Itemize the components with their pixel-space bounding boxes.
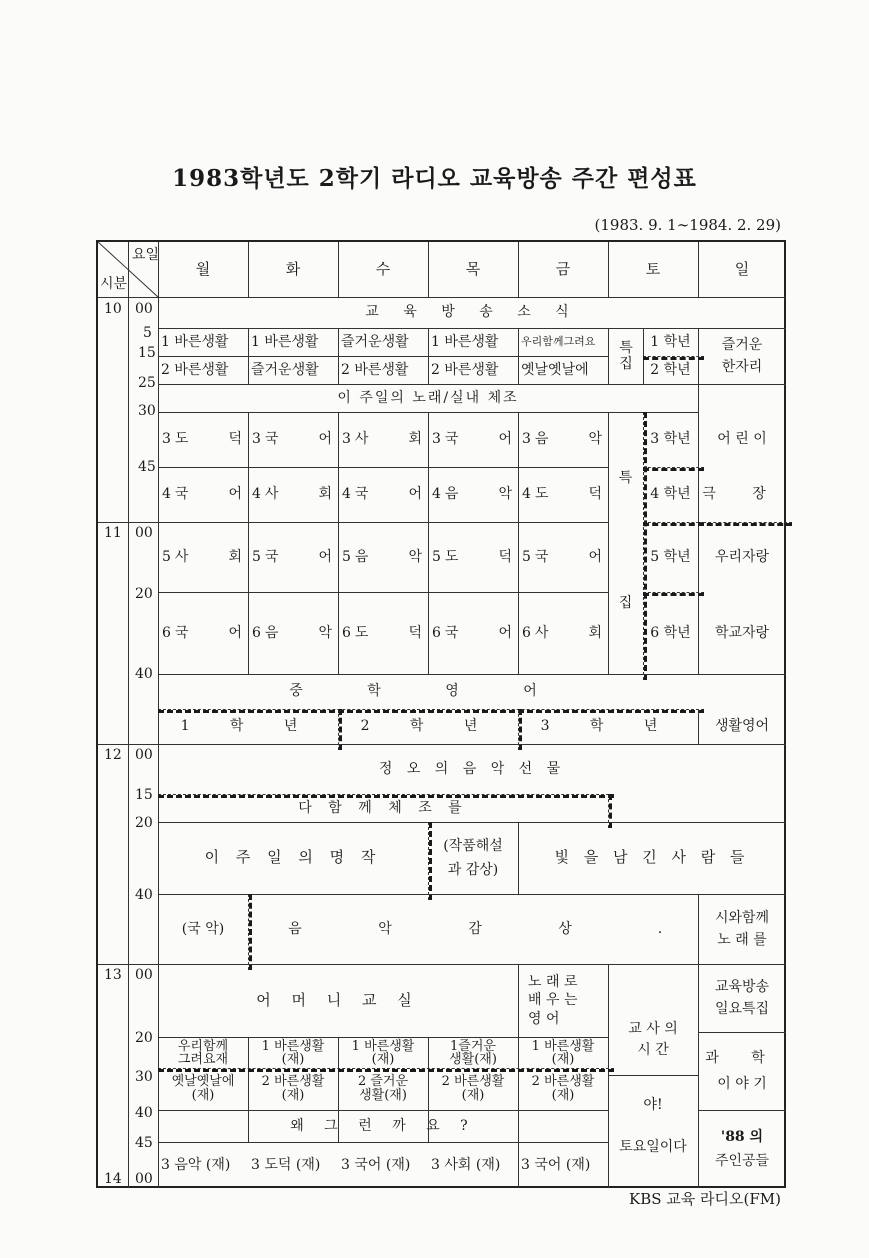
program-line: 교육방송 <box>714 978 770 995</box>
subject-first: 도 <box>444 548 459 565</box>
program-cell: 우리자랑 <box>714 548 770 565</box>
program-exercise: 다 함 께 체 조 를 <box>298 799 468 816</box>
program-line: 1 바른생활 <box>261 1038 325 1054</box>
program-line: 1 바른생활 <box>531 1038 595 1054</box>
program-song-exercise: 이 주일의 노래/실내 체조 <box>337 389 519 406</box>
day-header-wed: 수 <box>375 259 391 278</box>
minute-label: 00 <box>135 967 153 983</box>
program-cell: 1 바른생활 <box>431 333 499 350</box>
program-line: 한자리 <box>721 359 763 375</box>
program-cell: 1 학 년 <box>180 718 316 735</box>
schedule-period: (1983. 9. 1∼1984. 2. 29) <box>594 216 781 234</box>
subject-first: 국 <box>354 486 369 503</box>
subject-first: 사 <box>534 624 549 641</box>
program-cell <box>248 522 338 592</box>
grade-subject: 3 <box>522 431 531 448</box>
day-header-sun: 일 <box>734 259 750 278</box>
program-cell: 2 바른생활 <box>341 361 409 378</box>
subject-first: 음 <box>444 486 459 503</box>
subject-last: 악 <box>588 431 602 448</box>
subject-last: 덕 <box>228 431 242 448</box>
grade-subject: 6 <box>342 624 351 641</box>
program-line: 그려요재 <box>177 1051 229 1067</box>
program-cell <box>248 1037 338 1068</box>
subject-last: 어 <box>498 624 512 641</box>
subject-first: 국 <box>264 431 279 448</box>
program-special-bottom: 집 <box>618 594 633 611</box>
program-cell <box>248 1068 338 1110</box>
subject-first: 사 <box>174 548 189 565</box>
program-line: 1즐거운 <box>450 1038 496 1054</box>
program-cell <box>248 467 338 522</box>
program-line: 생활(재) <box>359 1088 407 1103</box>
grade-subject: 6 <box>432 624 441 641</box>
program-cell: 2 학 년 <box>360 718 496 735</box>
program-cell: 우리함께그려요 <box>521 334 596 348</box>
subject-first: 국 <box>264 548 279 565</box>
program-line: (작품해설 <box>443 837 503 854</box>
program-commentary <box>428 822 518 894</box>
subject-first: 도 <box>354 624 369 641</box>
subject-last: 악 <box>498 486 512 503</box>
program-song-english <box>518 964 608 1037</box>
program-cell <box>158 1037 248 1068</box>
program-line: 과 학 <box>705 1049 779 1066</box>
minute-label: 45 <box>138 459 156 475</box>
grade-subject: 5 <box>522 548 531 565</box>
program-line: (재) <box>461 1088 485 1103</box>
program-line: (재) <box>551 1051 575 1067</box>
minute-label: 40 <box>135 666 153 682</box>
program-poetry-song <box>698 894 786 964</box>
program-cell: 생활영어 <box>714 718 770 735</box>
day-header-tue: 화 <box>285 259 301 278</box>
program-cell <box>428 412 518 467</box>
day-header-sat: 토 <box>645 259 661 278</box>
program-line: 영 어 <box>528 1010 560 1027</box>
subject-last: 어 <box>408 486 422 503</box>
program-line: 배 우 는 <box>528 992 578 1009</box>
program-music-appreciation: 음 악 감 상 <box>288 920 608 937</box>
subject-first: 국 <box>444 431 459 448</box>
program-cell <box>338 1068 428 1110</box>
program-cell: 즐거운생활 <box>251 361 319 378</box>
subject-first: 음 <box>354 548 369 565</box>
program-cell: 1 바른생활 <box>161 333 229 350</box>
program-cell <box>518 1037 608 1068</box>
program-cell <box>338 467 428 522</box>
program-cell: 2 학년 <box>650 361 691 378</box>
program-line: 이 야 기 <box>717 1076 767 1092</box>
minute-label: 30 <box>138 403 156 419</box>
program-saturday: 토요일이다 <box>619 1138 687 1155</box>
program-gukak: (국 악) <box>181 920 225 937</box>
program-cell <box>338 412 428 467</box>
subject-last: 덕 <box>588 486 602 503</box>
minute-label: 5 <box>143 325 152 341</box>
program-cell <box>518 467 608 522</box>
grade-subject: 5 <box>162 548 171 565</box>
minute-label: 00 <box>135 301 153 317</box>
program-olympic-heroes <box>698 1110 786 1188</box>
grade-subject: 6 <box>522 624 531 641</box>
program-cell: 6 학년 <box>650 624 691 641</box>
program-line: 노 래 로 <box>528 974 578 991</box>
hour-label: 13 <box>104 967 122 983</box>
hour-label: 14 <box>104 1171 122 1187</box>
program-cell: 3 학년 <box>650 431 691 448</box>
subject-last: 회 <box>408 431 422 448</box>
day-header-thu: 목 <box>465 259 481 278</box>
program-cell <box>158 1068 248 1110</box>
minute-label: 20 <box>135 586 153 602</box>
program-cell <box>338 592 428 674</box>
grade-subject: 4 <box>342 486 351 503</box>
program-cell: 즐거운생활 <box>341 333 409 350</box>
subject-first: 국 <box>174 486 189 503</box>
program-cell <box>338 522 428 592</box>
program-noon-music: 정 오 의 음 악 선 물 <box>378 760 566 777</box>
minute-label: 45 <box>135 1135 153 1151</box>
program-cell: 2 바른생활 <box>431 361 499 378</box>
program-line: (재) <box>281 1051 305 1067</box>
program-cell: 1 학년 <box>650 333 691 350</box>
subject-first: 사 <box>354 431 369 448</box>
grade-subject: 3 <box>162 431 171 448</box>
minute-label: 20 <box>135 1030 153 1046</box>
program-line: 과 감상) <box>447 862 499 878</box>
program-cell: 옛날옛날에 <box>521 361 589 378</box>
corner-time-label: 시분 <box>100 276 128 292</box>
program-teachers-time <box>608 964 698 1075</box>
program-line: 우리함께 <box>177 1038 229 1054</box>
program-mark: . <box>657 920 663 937</box>
program-cell <box>518 412 608 467</box>
program-cell <box>248 412 338 467</box>
program-cell <box>428 1037 518 1068</box>
program-cell <box>518 522 608 592</box>
hour-label: 10 <box>104 301 122 317</box>
subject-last: 덕 <box>408 624 422 641</box>
program-cell: 야! <box>643 1096 663 1113</box>
broadcaster-footer: KBS 교육 라디오(FM) <box>629 1190 781 1208</box>
subject-first: 도 <box>174 431 189 448</box>
hour-label: 11 <box>104 525 122 541</box>
program-line: 1 바른생활 <box>351 1038 415 1054</box>
grid-line <box>128 242 129 1188</box>
subject-first: 국 <box>444 624 459 641</box>
program-cell: 3 국어 (재) <box>341 1156 411 1173</box>
program-line: 주인공들 <box>714 1153 770 1169</box>
subject-first: 국 <box>174 624 189 641</box>
program-mothers-class: 어 머 니 교 실 <box>256 990 420 1009</box>
schedule-table <box>96 240 786 1188</box>
subject-last: 어 <box>228 486 242 503</box>
program-line: 2 바른생활 <box>441 1073 505 1089</box>
program-line: 일요특집 <box>714 1001 770 1017</box>
program-cell: 4 학년 <box>650 486 691 503</box>
program-line: 2 바른생활 <box>531 1073 595 1089</box>
subject-last: 어 <box>498 431 512 448</box>
subject-last: 회 <box>588 624 602 641</box>
program-science-story <box>698 1032 786 1110</box>
program-cell <box>518 1068 608 1110</box>
program-great-people: 빛 을 남 긴 사 람 들 <box>554 848 750 867</box>
subject-last: 덕 <box>498 548 512 565</box>
program-why: 왜 그 런 까 요 ? <box>290 1117 476 1134</box>
minute-label: 40 <box>135 1105 153 1121</box>
program-cell: 3 학 년 <box>540 718 676 735</box>
program-line: 교 사 의 <box>628 1021 678 1038</box>
day-header-mon: 월 <box>195 259 211 278</box>
program-sat-special: 특 집 <box>619 339 633 372</box>
program-cell: 3 음악 (재) <box>161 1156 231 1173</box>
program-line: 옛날옛날에 <box>171 1073 235 1089</box>
program-special-top: 특 <box>618 469 633 486</box>
program-cell <box>518 592 608 674</box>
program-cell <box>428 522 518 592</box>
program-line: 2 즐거운 <box>357 1073 409 1089</box>
subject-first: 도 <box>534 486 549 503</box>
program-cell: 3 국어 (재) <box>521 1156 591 1173</box>
program-cell: 1 바른생활 <box>251 333 319 350</box>
minute-label: 40 <box>135 887 153 903</box>
grade-subject: 6 <box>252 624 261 641</box>
program-masterpiece: 이 주 일 의 명 작 <box>204 848 382 867</box>
minute-label: 00 <box>135 1171 153 1187</box>
subject-first: 국 <box>534 548 549 565</box>
day-header-fri: 금 <box>555 259 571 278</box>
program-line: 2 바른생활 <box>261 1073 325 1089</box>
program-education-news: 교 육 방 송 소 식 <box>365 304 579 321</box>
subject-first: 음 <box>264 624 279 641</box>
program-cell <box>428 467 518 522</box>
program-cell: 2 바른생활 <box>161 361 229 378</box>
subject-last: 악 <box>318 624 332 641</box>
subject-first: 사 <box>264 486 279 503</box>
program-line: 노 래 를 <box>717 932 767 948</box>
program-cell: 어 린 이 <box>717 431 767 448</box>
grade-subject: 5 <box>432 548 441 565</box>
grade-subject: 4 <box>162 486 171 503</box>
subject-last: 어 <box>588 548 602 565</box>
program-line: (재) <box>191 1088 215 1103</box>
minute-label: 30 <box>135 1069 153 1085</box>
program-cell: 3 도덕 (재) <box>251 1156 321 1173</box>
subject-last: 악 <box>408 548 422 565</box>
grade-subject: 3 <box>342 431 351 448</box>
corner-day-label: 요일 <box>132 247 160 263</box>
program-line: (재) <box>371 1051 395 1067</box>
program-cell: 3 사회 (재) <box>431 1156 501 1173</box>
program-sunday-special <box>698 964 786 1032</box>
subject-last: 어 <box>228 624 242 641</box>
minute-label: 25 <box>138 375 156 391</box>
hour-label: 12 <box>104 747 122 763</box>
program-line: (재) <box>281 1088 305 1103</box>
program-line: 시와함께 <box>714 909 770 926</box>
program-cell <box>158 592 248 674</box>
program-line: 생활(재) <box>449 1051 497 1067</box>
program-line: 즐거운 <box>721 336 763 353</box>
page-title: 1983학년도 2학기 라디오 교육방송 주간 편성표 <box>172 165 697 192</box>
program-cell: 극 장 <box>702 486 782 503</box>
program-line: 시 간 <box>637 1041 669 1058</box>
program-cell <box>158 412 248 467</box>
grade-subject: 4 <box>252 486 261 503</box>
grade-subject: 5 <box>252 548 261 565</box>
minute-label: 00 <box>135 525 153 541</box>
grade-subject: 4 <box>432 486 441 503</box>
minute-label: 15 <box>138 345 156 361</box>
program-cell <box>158 467 248 522</box>
grid-line <box>608 412 609 674</box>
minute-label: 00 <box>135 747 153 763</box>
subject-first: 음 <box>534 431 549 448</box>
subject-last: 어 <box>318 431 332 448</box>
minute-label: 15 <box>135 787 153 803</box>
grade-subject: 5 <box>342 548 351 565</box>
grade-subject: 6 <box>162 624 171 641</box>
program-line: '88 의 <box>720 1128 764 1145</box>
subject-last: 회 <box>318 486 332 503</box>
minute-label: 20 <box>135 815 153 831</box>
grade-subject: 3 <box>432 431 441 448</box>
program-line: (재) <box>551 1088 575 1103</box>
program-cell <box>248 592 338 674</box>
program-middle-english: 중 학 영 어 <box>289 683 567 700</box>
program-cell: 5 학년 <box>650 548 691 565</box>
program-cell <box>428 592 518 674</box>
program-cell: 학교자랑 <box>714 624 770 641</box>
subject-last: 회 <box>228 548 242 565</box>
grade-subject: 3 <box>252 431 261 448</box>
program-cell <box>428 1068 518 1110</box>
program-cell <box>158 522 248 592</box>
grade-subject: 4 <box>522 486 531 503</box>
subject-last: 어 <box>318 548 332 565</box>
program-cell <box>338 1037 428 1068</box>
program-sun-joyful <box>698 328 786 384</box>
